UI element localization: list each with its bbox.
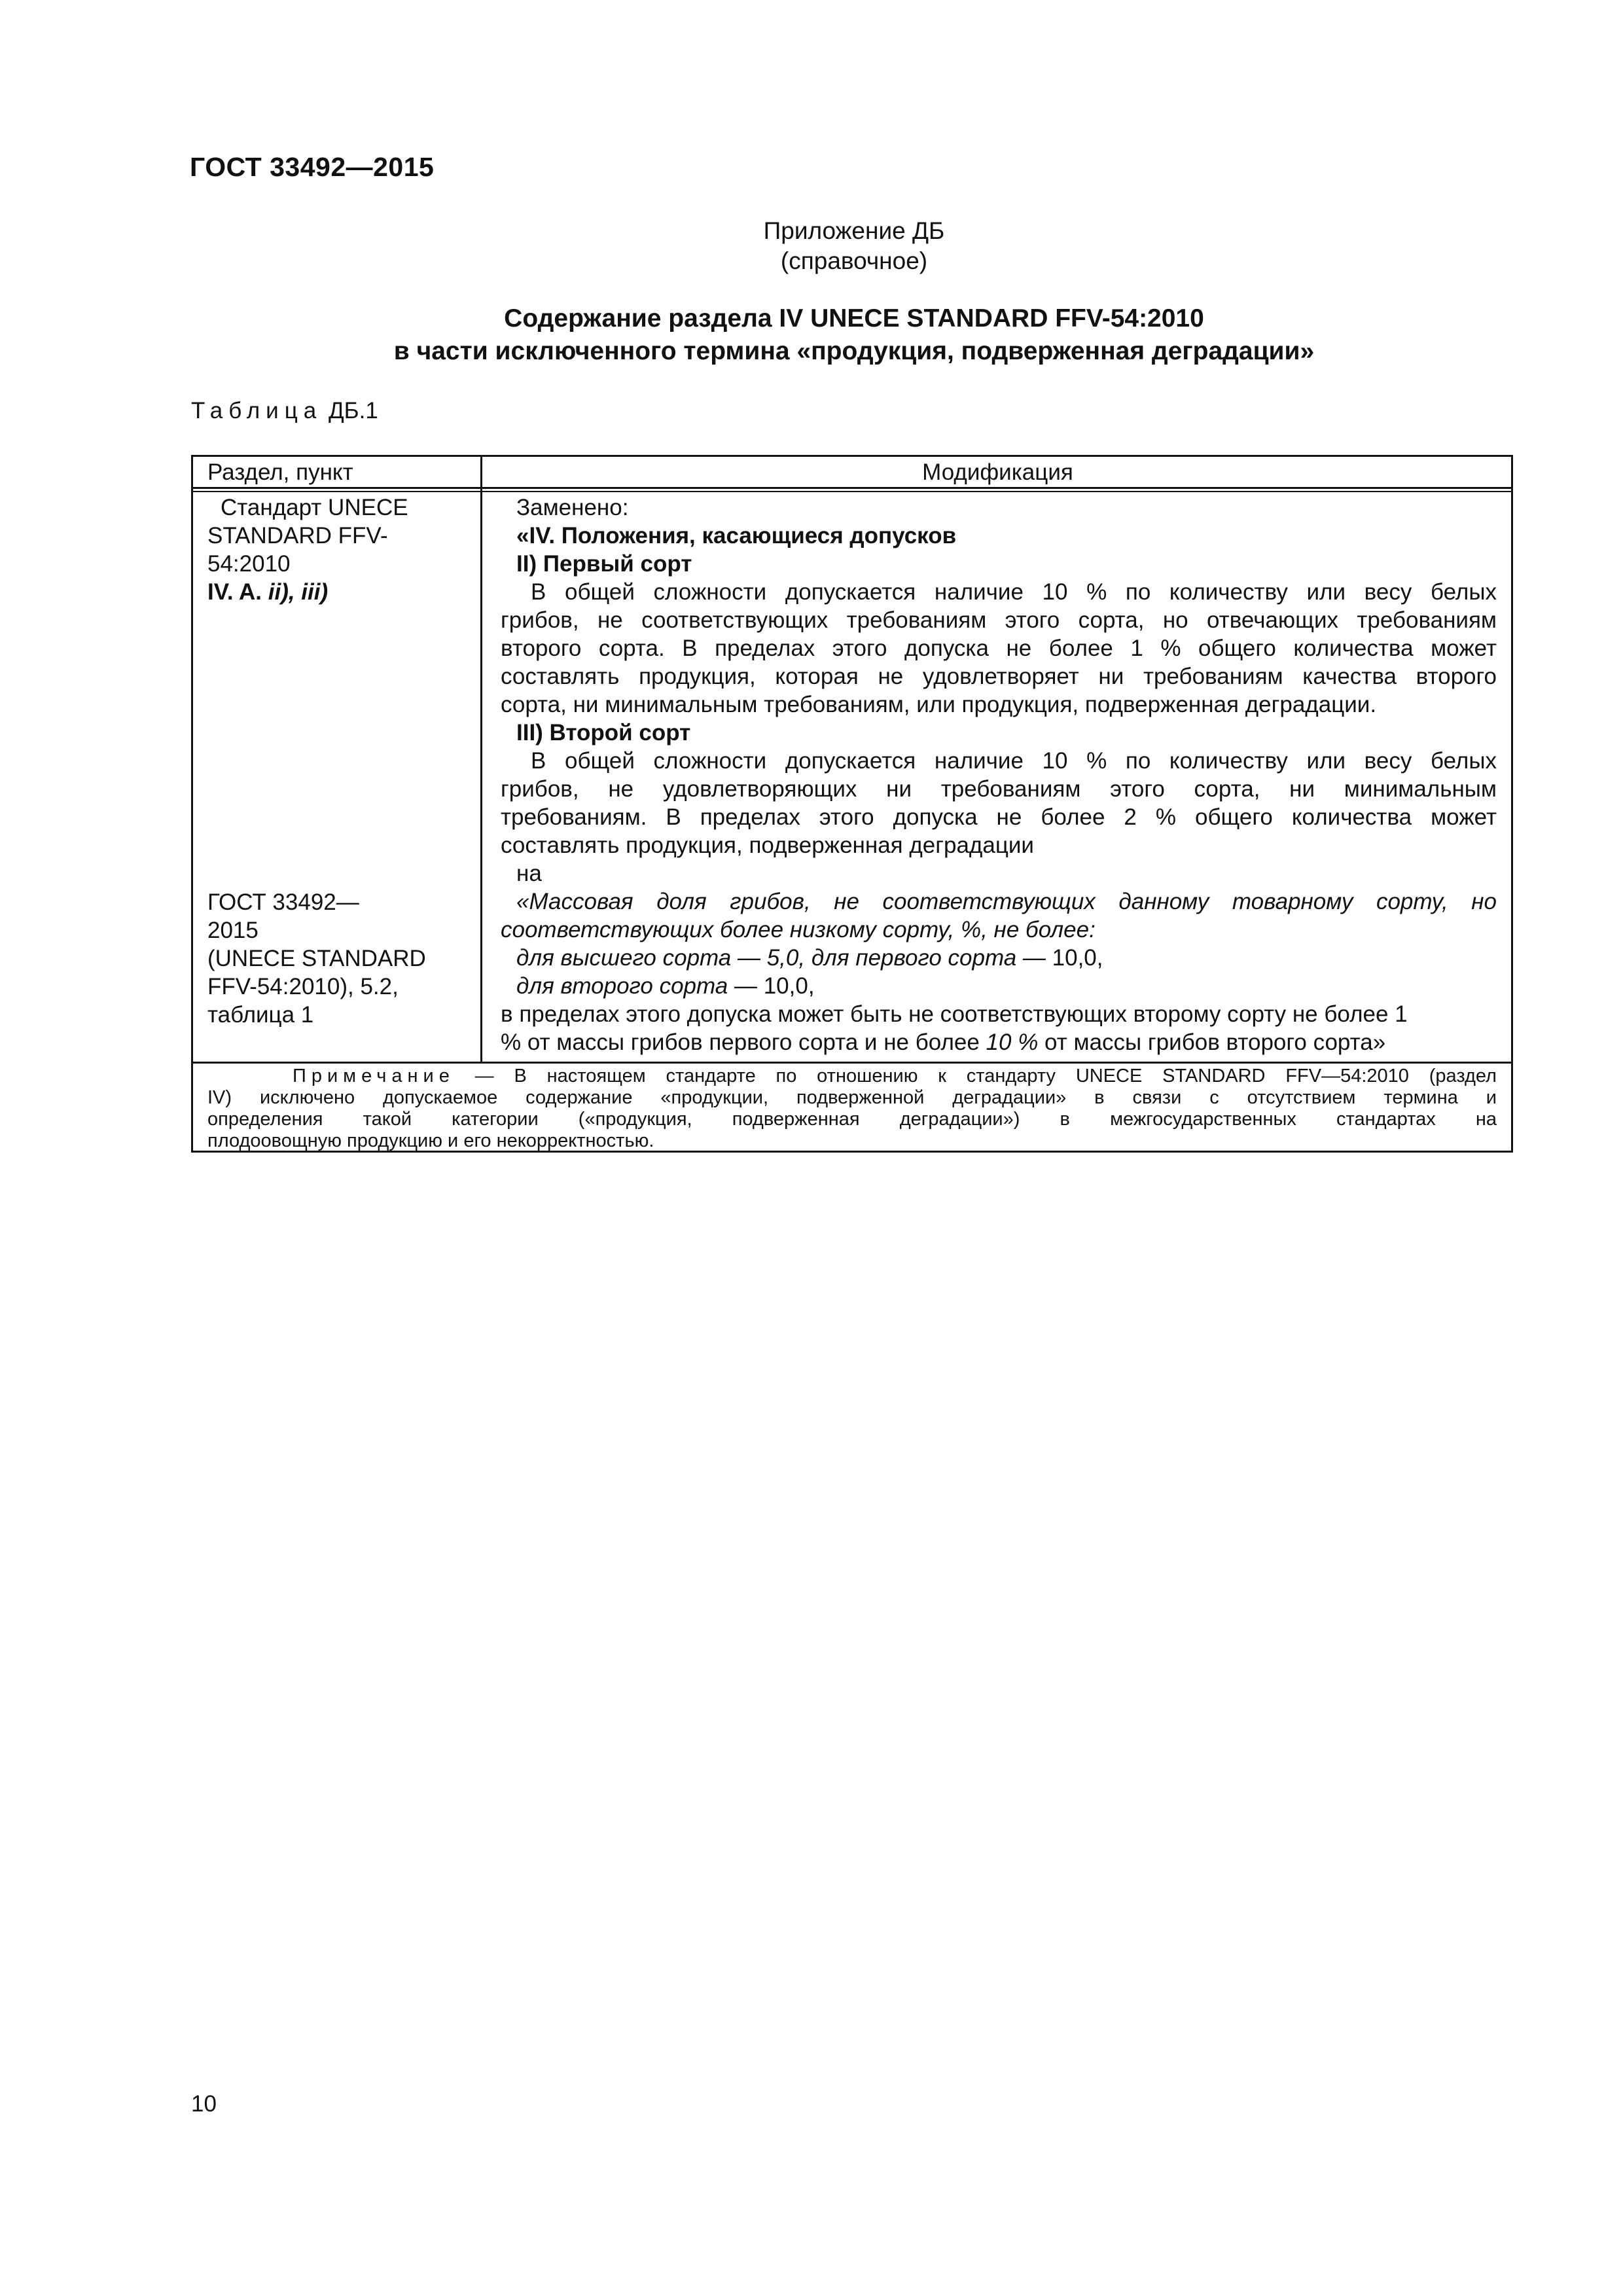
new-text	[501, 944, 1497, 972]
note-text: В настоящем стандарте по отношению к стандарту UNECE STANDARD FFV—54:2010 (раздел	[514, 1066, 1497, 1086]
header-divider	[193, 487, 1511, 489]
note-label: Примечание	[293, 1066, 455, 1086]
class1-text: сорта, ни минимальным требованиям, или продукция, подверженная деградации.	[501, 692, 1377, 717]
column-header-section: Раздел, пункт	[207, 459, 353, 485]
new-text-value: 10,0,	[1045, 945, 1103, 971]
new-text-part: от массы грибов второго сорта»	[1038, 1030, 1386, 1055]
section-title-line2: в части исключенного термина «продукция, подверженная деградации»	[393, 337, 1315, 365]
table-label-number: ДБ.1	[328, 398, 378, 423]
document-code: ГОСТ 33492—2015	[190, 152, 435, 182]
new-text-value: 10,0,	[757, 973, 815, 999]
new-text	[501, 972, 1497, 1000]
reference-target-line: ГОСТ 33492—	[207, 889, 359, 915]
annex-subtitle: (справочное)	[780, 247, 928, 274]
new-text-italic: для высшего сорта — 5,0, для первого сорта —	[516, 945, 1046, 971]
new-text: «Массовая доля грибов, не соответствующих данному товарному сорту, но	[516, 889, 1497, 914]
note-dash: —	[454, 1066, 514, 1086]
column-header-modification: Модификация	[922, 459, 1073, 485]
column-divider	[480, 457, 482, 1062]
page-number: 10	[191, 2091, 217, 2117]
section-title-line1: Содержание раздела IV UNECE STANDARD FFV-54:2010	[504, 304, 1204, 332]
modification-table	[191, 455, 1513, 1153]
class1-text: В общей сложности допускается наличие 10 % по количеству или весу белых	[531, 579, 1497, 605]
clause-items: ii), iii)	[268, 579, 329, 605]
reference-target-line: 2015	[207, 918, 259, 943]
note-line	[207, 1066, 1497, 1087]
table-label	[191, 398, 378, 424]
note-divider	[193, 1062, 1511, 1064]
new-text-italic: 10 %	[986, 1030, 1039, 1055]
class2-text: В общей сложности допускается наличие 10 % по количеству или весу белых	[531, 748, 1497, 774]
class2-heading: III) Второй сорт	[516, 720, 691, 745]
replaced-label: Заменено:	[516, 495, 629, 520]
table-label-prefix: Таблица	[191, 398, 323, 423]
note-line: определения такой категории («продукция, подверженная деградации») в межгосударственных стандартах на	[207, 1109, 1497, 1130]
table-note	[193, 1066, 1511, 1152]
reference-source-line: STANDARD FFV-	[207, 523, 388, 548]
class2-text: требованиям. В пределах этого допуска не более 2 % общего количества может	[501, 804, 1497, 830]
reference-source-line: Стандарт UNECE	[221, 495, 408, 520]
note-line: плодоовощную продукцию и его некорректностью.	[207, 1130, 654, 1151]
class1-text: второго сорта. В пределах этого допуска не более 1 % общего количества может	[501, 636, 1497, 661]
annex-heading	[0, 216, 1623, 276]
reference-target-line: FFV-54:2010), 5.2,	[207, 974, 399, 999]
class2-text: грибов, не удовлетворяющих ни требованиям этого сорта, ни минимальным	[501, 776, 1497, 802]
reference-source	[207, 493, 469, 606]
new-text-italic: для второго сорта —	[516, 973, 757, 999]
annex-title: Приложение ДБ	[763, 217, 945, 244]
new-text-part: % от массы грибов первого сорта и не более	[501, 1030, 986, 1055]
class1-heading: II) Первый сорт	[516, 551, 692, 577]
section-heading: «IV. Положения, касающиеся допусков	[516, 523, 957, 548]
new-text: соответствующих более низкому сорту, %, не более:	[501, 917, 1096, 942]
class1-text: грибов, не соответствующих требованиям этого сорта, но отвечающих требованиям	[501, 607, 1497, 633]
section-title	[0, 302, 1623, 368]
modification-text	[501, 493, 1497, 1056]
class2-text: составлять продукция, подверженная деградации	[501, 833, 1034, 858]
reference-target-line: таблица 1	[207, 1002, 314, 1028]
clause-number: IV. A.	[207, 579, 262, 605]
header-divider-double	[193, 491, 1511, 492]
reference-clause	[207, 578, 469, 606]
reference-target	[207, 888, 469, 1029]
reference-source-line: 54:2010	[207, 551, 291, 577]
new-text	[501, 1028, 1497, 1056]
new-text: в пределах этого допуска может быть не соответствующих второму сорту не более 1	[501, 1001, 1408, 1027]
class1-text: составлять продукция, которая не удовлетворяет ни требованиям качества второго	[501, 664, 1497, 689]
reference-target-line: (UNECE STANDARD	[207, 946, 426, 971]
on-label: на	[516, 861, 542, 886]
note-line: IV) исключено допускаемое содержание «продукции, подверженной деградации» в связи с отсутствием термина и	[207, 1087, 1497, 1108]
